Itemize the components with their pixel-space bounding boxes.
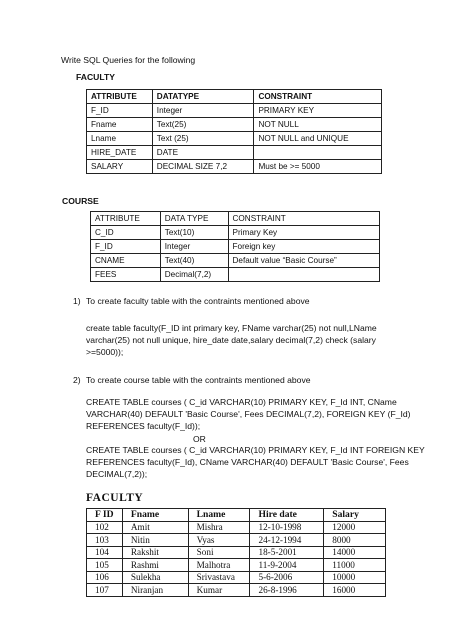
header-cell: ATTRIBUTE <box>91 212 161 226</box>
table-cell: 105 <box>87 559 123 572</box>
table-row <box>87 521 386 534</box>
table-row <box>87 584 386 597</box>
table-cell: 18-5-2001 <box>250 546 324 559</box>
faculty-schema-table <box>86 89 382 174</box>
or-separator: OR <box>193 434 206 444</box>
table-cell: 16000 <box>324 584 386 597</box>
question-2-number: 2) <box>73 375 81 385</box>
table-cell: 102 <box>87 521 123 534</box>
table-cell: Mishra <box>188 521 250 534</box>
table-cell: DATE <box>152 146 254 160</box>
table-cell: FEES <box>91 268 161 282</box>
table-cell: Text(10) <box>160 226 228 240</box>
table-cell: Amit <box>122 521 188 534</box>
question-1-text: To create faculty table with the contraints mentioned above <box>86 296 310 306</box>
table-cell: F_ID <box>91 240 161 254</box>
table-cell: 107 <box>87 584 123 597</box>
table-cell: NOT NULL <box>254 118 382 132</box>
question-1-number: 1) <box>73 296 81 306</box>
table-row <box>87 571 386 584</box>
table-row <box>91 226 380 240</box>
table-cell: Niranjan <box>122 584 188 597</box>
question-2-text: To create course table with the contraints mentioned above <box>86 375 311 385</box>
code-line: REFERENCES faculty(F_Id), CName VARCHAR(40) DEFAULT 'Basic Course', Fees <box>86 456 409 467</box>
table-row <box>87 546 386 559</box>
table-cell: C_ID <box>91 226 161 240</box>
table-cell: Nitin <box>122 534 188 547</box>
table-row <box>87 104 382 118</box>
table-cell: 8000 <box>324 534 386 547</box>
table-cell: Text (25) <box>152 132 254 146</box>
table-cell: 5-6-2006 <box>250 571 324 584</box>
table-cell: Kumar <box>188 584 250 597</box>
table-cell: 11000 <box>324 559 386 572</box>
table-cell: 12000 <box>324 521 386 534</box>
table-row <box>87 534 386 547</box>
table-cell: Text(40) <box>160 254 228 268</box>
table-cell: F_ID <box>87 104 153 118</box>
faculty-label: FACULTY <box>76 72 115 82</box>
table-cell: 104 <box>87 546 123 559</box>
faculty-data-title: FACULTY <box>86 492 144 504</box>
header-cell: F ID <box>87 509 123 522</box>
header-cell: DATA TYPE <box>160 212 228 226</box>
table-cell: 12-10-1998 <box>250 521 324 534</box>
intro-text: Write SQL Queries for the following <box>61 55 196 65</box>
header-cell: ATTRIBUTE <box>87 90 153 104</box>
table-row <box>87 160 382 174</box>
table-row <box>87 146 382 160</box>
table-row <box>87 559 386 572</box>
table-cell: Must be >= 5000 <box>254 160 382 174</box>
table-cell: 14000 <box>324 546 386 559</box>
question-2-answer-b <box>86 445 425 480</box>
header-cell: CONSTRAINT <box>228 212 379 226</box>
table-cell: SALARY <box>87 160 153 174</box>
table-cell <box>228 268 379 282</box>
faculty-data-table <box>86 508 386 597</box>
table-cell: HIRE_DATE <box>87 146 153 160</box>
table-cell: Integer <box>160 240 228 254</box>
header-cell: Lname <box>188 509 250 522</box>
table-cell: Decimal(7,2) <box>160 268 228 282</box>
course-schema-table <box>90 211 380 282</box>
table-cell: Lname <box>87 132 153 146</box>
table-cell: Rakshit <box>122 546 188 559</box>
table-cell: Integer <box>152 104 254 118</box>
table-cell: Rashmi <box>122 559 188 572</box>
code-line: REFERENCES faculty(F_Id)); <box>86 420 201 431</box>
table-row <box>87 118 382 132</box>
question-2-answer-a <box>86 397 411 432</box>
table-cell: 103 <box>87 534 123 547</box>
table-cell: Text(25) <box>152 118 254 132</box>
table-cell: Fname <box>87 118 153 132</box>
header-cell: DATATYPE <box>152 90 254 104</box>
table-cell: Soni <box>188 546 250 559</box>
table-cell: Sulekha <box>122 571 188 584</box>
table-header-row <box>87 509 386 522</box>
code-line: CREATE TABLE courses ( C_id VARCHAR(10) PRIMARY KEY, F_Id INT FOREIGN KEY <box>86 445 425 455</box>
table-cell: Primary Key <box>228 226 379 240</box>
table-cell: Default value “Basic Course” <box>228 254 379 268</box>
course-label: COURSE <box>62 196 99 206</box>
table-cell: PRIMARY KEY <box>254 104 382 118</box>
table-row <box>91 254 380 268</box>
code-line: create table faculty(F_ID int primary key, FName varchar(25) not null,LName <box>86 323 377 333</box>
table-cell: 10000 <box>324 571 386 584</box>
table-row <box>91 240 380 254</box>
header-cell: Salary <box>324 509 386 522</box>
table-cell: Vyas <box>188 534 250 547</box>
table-cell <box>254 146 382 160</box>
table-cell: Srivastava <box>188 571 250 584</box>
table-cell: DECIMAL SIZE 7,2 <box>152 160 254 174</box>
code-line: DECIMAL(7,2)); <box>86 468 148 479</box>
header-cell: Fname <box>122 509 188 522</box>
table-row <box>87 132 382 146</box>
table-header-row <box>91 212 380 226</box>
code-line: CREATE TABLE courses ( C_id VARCHAR(10) PRIMARY KEY, F_Id INT, CName <box>86 397 397 407</box>
table-cell: Foreign key <box>228 240 379 254</box>
table-cell: CNAME <box>91 254 161 268</box>
table-cell: 106 <box>87 571 123 584</box>
table-row <box>91 268 380 282</box>
question-1-answer <box>86 323 377 358</box>
table-cell: 24-12-1994 <box>250 534 324 547</box>
code-line: varchar(25) not null unique, hire_date date,salary decimal(7,2) check (salary <box>86 334 376 345</box>
table-cell: Malhotra <box>188 559 250 572</box>
table-header-row <box>87 90 382 104</box>
header-cell: Hire date <box>250 509 324 522</box>
table-cell: NOT NULL and UNIQUE <box>254 132 382 146</box>
code-line: >=5000)); <box>86 346 124 357</box>
table-cell: 11-9-2004 <box>250 559 324 572</box>
table-cell: 26-8-1996 <box>250 584 324 597</box>
code-line: VARCHAR(40) DEFAULT 'Basic Course', Fees DECIMAL(7,2), FOREIGN KEY (F_Id) <box>86 408 411 419</box>
header-cell: CONSTRAINT <box>254 90 382 104</box>
